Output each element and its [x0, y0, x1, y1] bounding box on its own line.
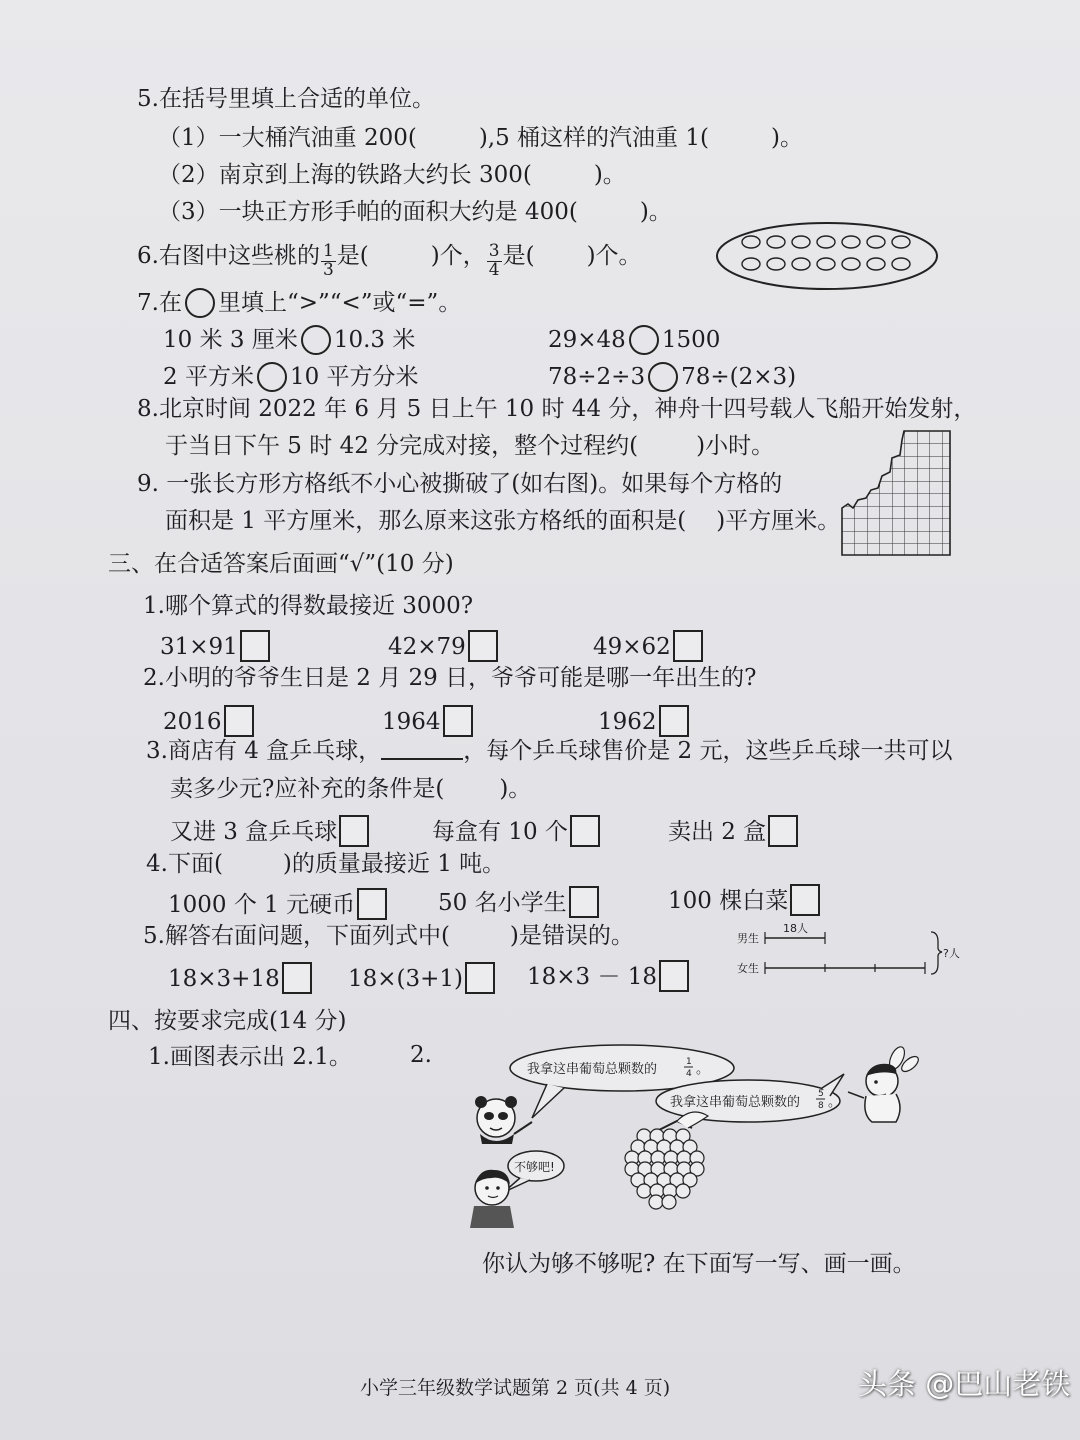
- s3-q5-opt1: [168, 962, 312, 994]
- s3-q3-line1: [146, 740, 952, 763]
- boy-character-icon: [470, 1170, 514, 1228]
- checkbox[interactable]: [673, 630, 703, 662]
- q3-text: 3.商店有 4 盒乒乓球，: [146, 738, 382, 764]
- peach-icon: [892, 236, 910, 248]
- q6-text: )个，: [430, 242, 486, 269]
- bubble-1-text: 我拿这串葡萄总颗数的: [527, 1062, 658, 1077]
- fraction-one-third: [321, 243, 336, 280]
- q3-text: )。: [499, 776, 532, 802]
- option-label: 1964: [382, 709, 441, 735]
- q5-item-3: [158, 201, 672, 224]
- checkbox[interactable]: [465, 962, 495, 994]
- q5-text: 5.解答右面问题，下面列式中(: [143, 923, 450, 949]
- q7-row2-right: [548, 362, 796, 392]
- q5-1-end: )。: [770, 125, 803, 151]
- q4-text: )的质量最接近 1 吨。: [282, 851, 506, 877]
- fraction-numerator: 1: [686, 1057, 692, 1067]
- compare-expr: 2 平方米: [163, 364, 254, 390]
- q5-3-text: （3）一块正方形手帕的面积大约是 400(: [158, 199, 578, 225]
- q6-text: )个。: [586, 242, 642, 269]
- option-label: 49×62: [593, 634, 671, 660]
- torn-grid-paper-diagram: [838, 428, 954, 558]
- checkbox[interactable]: [570, 815, 600, 847]
- checkbox[interactable]: [443, 705, 473, 737]
- q5-text: )是错误的。: [509, 923, 634, 949]
- s3-q2-text: 2.小明的爷爷生日是 2 月 29 日，爷爷可能是哪一年出生的?: [143, 665, 757, 691]
- fill-in-line[interactable]: [381, 740, 463, 760]
- fraction-numerator: 5: [818, 1089, 824, 1099]
- option-label: 1962: [598, 709, 657, 735]
- q5-1-text: （1）一大桶汽油重 200(: [158, 125, 417, 151]
- answer-blank[interactable]: [578, 201, 640, 221]
- s3-q1-text: 1.哪个算式的得数最接近 3000?: [143, 593, 474, 619]
- s3-q4-text: [146, 853, 505, 876]
- compare-circle[interactable]: [629, 325, 659, 355]
- peach-icon: [792, 258, 810, 270]
- option-label: 18×3+18: [168, 966, 280, 992]
- q7-row1-left: [163, 325, 415, 355]
- q5-1-mid: ),5 桶这样的汽油重 1(: [478, 125, 709, 151]
- s3-q2-opt3: [598, 705, 689, 737]
- s3-q1-opt3: [593, 630, 703, 662]
- option-label: 1000 个 1 元硬币: [168, 892, 356, 918]
- peach-icon: [867, 236, 885, 248]
- peach-icon: [817, 236, 835, 248]
- option-label: 18×(3+1): [348, 966, 464, 992]
- q6-text: 是(: [336, 242, 369, 269]
- s3-q4-opt2: [438, 886, 599, 918]
- panda-character-icon: [475, 1096, 532, 1144]
- bubble-2-end: 。: [828, 1095, 842, 1110]
- checkbox[interactable]: [357, 888, 387, 920]
- fraction-denominator: 4: [488, 259, 500, 280]
- peaches: [742, 236, 910, 270]
- q5-3-end: )。: [639, 199, 672, 225]
- q7-row1-right: [548, 325, 720, 355]
- s3-q3-opt1: [170, 815, 369, 847]
- answer-blank[interactable]: [369, 245, 431, 265]
- bubble-1-end: 。: [696, 1062, 710, 1077]
- answer-blank[interactable]: [638, 435, 696, 455]
- answer-blank[interactable]: [444, 778, 499, 798]
- grape-icon: [662, 1195, 676, 1209]
- brace: [931, 932, 942, 974]
- bubble-2-text: 我拿这串葡萄总颗数的: [670, 1095, 801, 1110]
- s3-q3-line2: [170, 778, 531, 801]
- q6-text: 是(: [502, 242, 535, 269]
- q9-line1: 9. 一张长方形方格纸不小心被撕破了(如右图)。如果每个方格的: [137, 471, 783, 497]
- s3-q3-opt3: [668, 815, 798, 847]
- s3-q2-opt1: [163, 705, 254, 737]
- peach-icon: [867, 258, 885, 270]
- q9-text: 面积是 1 平方厘米，那么原来这张方格纸的面积是(: [165, 508, 687, 534]
- q7-title: [137, 288, 461, 318]
- q5-2-end: )。: [593, 162, 626, 188]
- peach-icon: [767, 236, 785, 248]
- option-label: 2016: [163, 709, 222, 735]
- s3-q4-opt1: [168, 888, 387, 920]
- fraction-denominator: 4: [686, 1069, 692, 1079]
- checkbox[interactable]: [659, 960, 689, 992]
- q9-line2: [165, 510, 840, 533]
- s3-q2-opt2: [382, 705, 473, 737]
- q8-text: )小时。: [696, 433, 775, 459]
- grape-icon: [676, 1184, 690, 1198]
- watermark: 头条 @巴山老铁: [858, 1367, 1071, 1401]
- q6-line: [137, 243, 642, 280]
- q5-item-1: [158, 127, 803, 150]
- s4-q2-number: 2.: [410, 1042, 432, 1068]
- grid-paper: [842, 431, 950, 555]
- boys-value: 18人: [783, 922, 808, 935]
- checkbox[interactable]: [468, 630, 498, 662]
- q5-item-2: [158, 164, 626, 187]
- option-label: 卖出 2 盒: [668, 819, 767, 845]
- peach-icon: [742, 236, 760, 248]
- compare-circle[interactable]: [301, 325, 331, 355]
- boys-girls-bar-diagram: [735, 918, 965, 982]
- checkbox[interactable]: [790, 884, 820, 916]
- compare-expr: 78÷(2×3): [681, 364, 797, 390]
- section-4-title: 四、按要求完成(14 分): [108, 1008, 347, 1034]
- s3-q5-opt3: [527, 960, 689, 992]
- q7-text: 7.在: [137, 290, 182, 316]
- option-label: 每盒有 10 个: [432, 819, 568, 845]
- q8-line1: 8.北京时间 2022 年 6 月 5 日上午 10 时 44 分，神舟十四号载人飞船开始发射，: [137, 396, 977, 422]
- compare-expr: 1500: [661, 327, 721, 353]
- option-label: 又进 3 盒乒乓球: [170, 819, 338, 845]
- option-label: 50 名小学生: [438, 890, 567, 916]
- q3-text: 卖多少元?应补充的条件是(: [170, 776, 445, 802]
- s4-q2-prompt: 你认为够不够呢? 在下面写一写、画一画。: [482, 1251, 916, 1277]
- q5-title: 5.在括号里填上合适的单位。: [137, 86, 435, 112]
- compare-circle[interactable]: [257, 362, 287, 392]
- section-3-title: 三、在合适答案后面画“√”(10 分): [108, 551, 454, 577]
- compare-expr: 10 米 3 厘米: [163, 327, 298, 353]
- compare-circle: [185, 288, 215, 318]
- q4-text: 4.下面(: [146, 851, 223, 877]
- checkbox[interactable]: [224, 705, 254, 737]
- q8-text: 于当日下午 5 时 42 分完成对接，整个过程约(: [165, 433, 639, 459]
- grape-icon: [637, 1184, 651, 1198]
- s3-q1-opt2: [388, 630, 498, 662]
- checkbox[interactable]: [282, 962, 312, 994]
- answer-blank[interactable]: [417, 127, 479, 147]
- answer-blank[interactable]: [532, 164, 594, 184]
- q9-text: )平方厘米。: [716, 508, 841, 534]
- answer-blank[interactable]: [535, 245, 587, 265]
- compare-expr: 78÷2÷3: [548, 364, 646, 390]
- q6-text: 6.右图中这些桃的: [137, 242, 320, 269]
- bubble-3-text: 不够吧!: [514, 1160, 555, 1174]
- grape-bunch-icon: [625, 1112, 708, 1209]
- compare-expr: 29×48: [548, 327, 626, 353]
- fraction-denominator: 3: [322, 259, 334, 280]
- peach-icon: [792, 236, 810, 248]
- unknown-total: ?人: [943, 947, 960, 960]
- s3-q5-opt2: [348, 962, 495, 994]
- s3-q3-opt2: [432, 815, 600, 847]
- checkbox[interactable]: [659, 705, 689, 737]
- peach-icon: [817, 258, 835, 270]
- fraction-denominator: 8: [818, 1101, 824, 1111]
- peach-icon: [842, 236, 860, 248]
- answer-blank[interactable]: [223, 853, 283, 873]
- peach-icon: [892, 258, 910, 270]
- compare-expr: 10 平方分米: [289, 364, 419, 390]
- peach-icon: [842, 258, 860, 270]
- checkbox[interactable]: [240, 630, 270, 662]
- child-character-icon: [848, 1045, 921, 1122]
- option-label: 100 棵白菜: [668, 888, 789, 914]
- peach-icon: [742, 258, 760, 270]
- peach-icon: [767, 258, 785, 270]
- compare-circle[interactable]: [648, 362, 678, 392]
- s4-q1-text: 1.画图表示出 2.1。: [148, 1044, 352, 1070]
- answer-blank[interactable]: [450, 925, 510, 945]
- s3-q4-opt3: [668, 884, 820, 916]
- grape-icon: [649, 1195, 663, 1209]
- q7-text: 里填上“>”“<”或“=”。: [217, 290, 462, 316]
- q3-text: ，每个乒乓球售价是 2 元，这些乒乓球一共可以: [463, 738, 953, 764]
- checkbox[interactable]: [339, 815, 369, 847]
- peach-group-outline: [717, 223, 937, 289]
- peaches-diagram: [714, 220, 940, 292]
- fraction-numerator: 1: [322, 241, 334, 261]
- option-label: 18×3 － 18: [527, 964, 658, 990]
- s3-q5-text: [143, 925, 634, 948]
- checkbox[interactable]: [569, 886, 599, 918]
- answer-blank[interactable]: [686, 510, 716, 530]
- compare-expr: 10.3 米: [333, 327, 416, 353]
- s3-q1-opt1: [160, 630, 270, 662]
- grapes-illustration: [452, 1036, 932, 1231]
- q7-row2-left: [163, 362, 419, 392]
- girls-label: 女生: [737, 962, 759, 975]
- option-label: 31×91: [160, 634, 238, 660]
- fraction-numerator: 3: [488, 241, 500, 261]
- q5-2-text: （2）南京到上海的铁路大约长 300(: [158, 162, 532, 188]
- answer-blank[interactable]: [709, 127, 771, 147]
- fraction-three-quarters: [487, 243, 502, 280]
- q8-line2: [165, 435, 774, 458]
- page-footer: 小学三年级数学试题第 2 页(共 4 页): [360, 1377, 671, 1399]
- checkbox[interactable]: [768, 815, 798, 847]
- option-label: 42×79: [388, 634, 466, 660]
- boys-label: 男生: [737, 932, 759, 945]
